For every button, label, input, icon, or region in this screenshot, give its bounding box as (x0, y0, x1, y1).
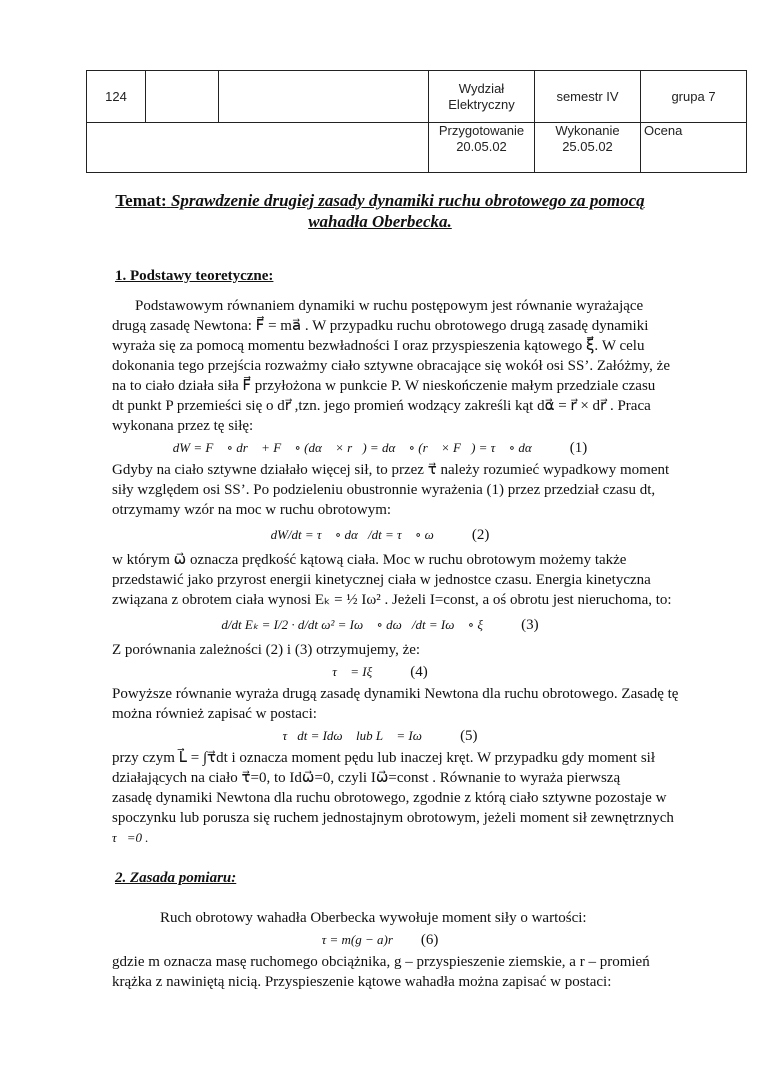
grade-cell: Ocena (641, 123, 747, 173)
text-line: spoczynku lub porusza się ruchem jednostajnym obrotowym, jeżeli moment sił zewnętrznych (112, 810, 674, 826)
text-line: Ruch obrotowy wahadła Oberbecka wywołuje moment siły o wartości: (160, 910, 587, 926)
faculty-cell (429, 71, 535, 123)
equation-2: dW/dt = τ⃗ ∘ dα⃗/dt = τ⃗ ∘ ω⃗ (270, 527, 444, 542)
text-line: można również zapisać w postaci: (112, 706, 317, 722)
text-line: gdzie m oznacza masę ruchomego obciążnika, g – przyspieszenie ziemskie, a r – promień (112, 954, 650, 970)
section1-heading: 1. Podstawy teoretyczne: (115, 268, 274, 284)
text-line: Podstawowym równaniem dynamiki w ruchu postępowym jest równanie wyrażające (135, 298, 644, 314)
title-row-2 (0, 211, 760, 232)
text-line: związana z obrotem ciała wynosi Eₖ = ½ Iω² . Jeżeli I=const, a oś obrotu jest nieruchoma, to: (112, 592, 672, 608)
title-prefix: Temat: (115, 191, 167, 210)
equation-number: (1) (569, 440, 588, 456)
preparation-cell (429, 123, 535, 173)
title-line1: Sprawdzenie drugiej zasady dynamiki ruchu obrotowego za pomocą (170, 191, 645, 210)
equation-1: dW = F⃗ ∘ dr⃗ + F⃗ ∘ (dα⃗ × r⃗) = dα⃗ ∘ (r⃗ × F⃗) = τ⃗ ∘ dα⃗ (172, 440, 542, 455)
equation-number: (5) (460, 728, 478, 744)
equation-row-2 (0, 520, 760, 550)
group-cell: grupa 7 (641, 71, 747, 123)
text-line: dt punkt P przemieści się o dr⃗ ,tzn. jego promień wodzący zakreśli kąt dα⃗ = r⃗ × dr⃗ . Praca (112, 398, 651, 414)
title-line2: wahadła Oberbecka. (308, 212, 452, 231)
exec-date: 25.05.02 (562, 139, 613, 154)
text-line: τ⃗=0 . (112, 830, 149, 845)
text-line: wykonana przez tę siłę: (112, 418, 254, 434)
text-line: siły względem osi SS’. Po podzieleniu obustronnie wyrażenia (1) przez przedział czasu dt, (112, 482, 656, 498)
equation-row-4 (0, 660, 760, 684)
text-line: Z porównania zależności (2) i (3) otrzymujemy, że: (112, 642, 421, 658)
text-line: otrzymamy wzór na moc w ruchu obrotowym: (112, 502, 392, 518)
section2-heading: 2. Zasada pomiaru: (115, 870, 237, 886)
equation-4: τ⃗ = Iξ⃗ (332, 664, 383, 679)
text-line: zasadę dynamiki Newtona dla ruchu obrotowego, zgodnie z którą ciało sztywne pozostaje w (112, 790, 667, 806)
text-line: w którym ω⃗ oznacza prędkość kątową ciała. Moc w ruchu obrotowym możemy także (112, 552, 627, 568)
empty-cell (87, 123, 429, 173)
faculty-line2: Elektryczny (448, 96, 515, 112)
prep-label: Przygotowanie (438, 123, 525, 138)
text-line: przedstawić jako przyrost energii kinetycznej ciała w jednostce czasu. Energia kinetyczna (112, 572, 651, 588)
equation-6: τ = m(g − a)r (321, 932, 393, 947)
text-line: działających na ciało τ⃗=0, to Idω⃗=0, czyli Iω⃗=const . Równanie to wyraża pierwszą (112, 770, 621, 786)
text-line: drugą zasadę Newtona: F⃗ = ma⃗ . W przypadku ruchu obrotowego drugą zasadę dynamiki (112, 318, 649, 334)
equation-number: (4) (410, 664, 428, 680)
title-row-1 (0, 190, 760, 211)
equation-row-3 (0, 610, 760, 640)
empty-cell (146, 71, 219, 123)
equation-number: (6) (420, 932, 439, 948)
text-line: na to ciało działa siła F⃗ przyłożona w punkcie P. W nieskończenie małym przedziale czasu (112, 378, 656, 394)
exec-label: Wykonanie (555, 123, 620, 138)
equation-row-1 (0, 436, 760, 460)
prep-date: 20.05.02 (456, 139, 507, 154)
text-line: krążka z nawiniętą nicią. Przyspieszenie kątowe wahadła można zapisać w postaci: (112, 974, 612, 990)
equation-number: (3) (521, 617, 539, 633)
equation-3: d/dt Eₖ = I/2 · d/dt ω² = Iω⃗ ∘ dω⃗/dt = Iω⃗ ∘ ξ⃗ (221, 617, 494, 632)
text-line: Powyższe równanie wyraża drugą zasadę dynamiki Newtona dla ruchu obrotowego. Zasadę tę (112, 686, 679, 702)
faculty-line1: Wydział (458, 80, 505, 96)
text-line: dokonania tego przejścia rozważmy ciało sztywne obracające się wokół osi SS’. Załóżmy, że (112, 358, 670, 374)
page-title (0, 190, 760, 232)
text-line: przy czym L⃗ = ∫τ⃗dt i oznacza moment pędu lub inaczej kręt. W przypadku gdy moment sił (112, 750, 655, 766)
empty-cell (219, 71, 429, 123)
text-line: wyraża się za pomocą momentu bezwładności I oraz przyspieszenia kątowego ξ⃗. W celu (112, 338, 645, 354)
execution-cell (535, 123, 641, 173)
text-line: Gdyby na ciało sztywne działało więcej sił, to przez τ⃗ należy rozumieć wypadkowy moment (112, 462, 670, 478)
equation-row-6 (0, 928, 760, 952)
equation-row-5 (0, 724, 760, 748)
semester-cell: semestr IV (535, 71, 641, 123)
equation-number: (2) (471, 527, 490, 543)
report-number: 124 (87, 71, 146, 123)
header-table (86, 70, 747, 173)
document-body (112, 266, 712, 992)
equation-5: τ⃗dt = Idω⃗ lub L⃗ = Iω⃗ (282, 728, 433, 743)
